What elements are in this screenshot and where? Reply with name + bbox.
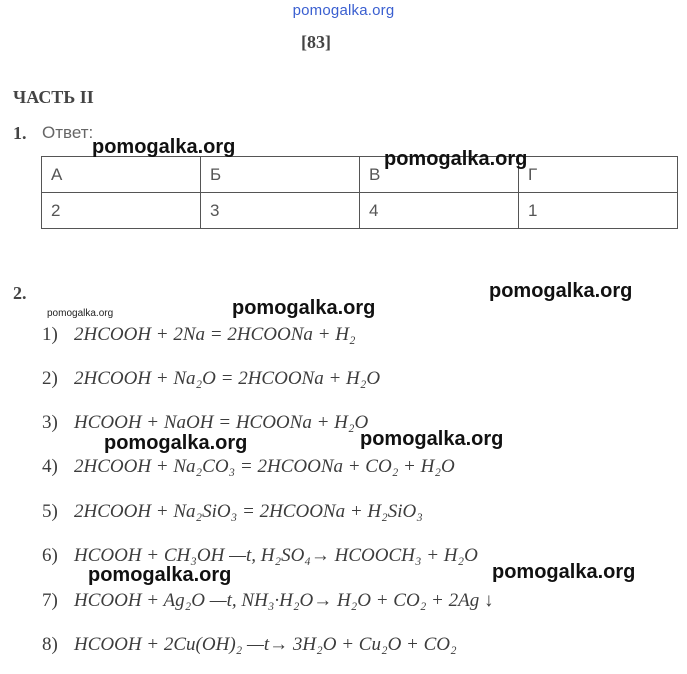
- site-link[interactable]: pomogalka.org: [292, 2, 395, 19]
- reaction-equation: HCOOH + Ag₂O —t, NH₃·H₂O→ H₂O + CO₂ + 2Ag ↓: [74, 590, 494, 611]
- reaction-number: 7): [42, 590, 58, 611]
- reaction-4: [42, 456, 455, 478]
- reaction-7: [42, 590, 493, 612]
- table-header-cell: Б: [201, 157, 360, 193]
- question-1-number: 1.: [13, 123, 27, 143]
- reaction-1: [42, 324, 356, 346]
- table-header-cell: А: [42, 157, 201, 193]
- part-title: ЧАСТЬ II: [13, 87, 94, 107]
- watermark: pomogalka.org: [88, 564, 232, 586]
- watermark: pomogalka.org: [47, 308, 114, 319]
- watermark: pomogalka.org: [384, 148, 528, 170]
- table-cell: 3: [201, 193, 360, 229]
- reaction-equation: 2HCOOH + 2Na = 2HCOONa + H₂: [74, 324, 356, 345]
- reaction-8: [42, 634, 457, 656]
- reaction-number: 4): [42, 456, 58, 477]
- table-header-cell: В: [360, 157, 519, 193]
- page-number: [83]: [301, 32, 331, 52]
- reaction-equation: HCOOH + CH₃OH —t, H₂SO₄→ HCOOCH₃ + H₂O: [74, 545, 478, 566]
- watermark: pomogalka.org: [232, 297, 376, 319]
- watermark: pomogalka.org: [104, 432, 248, 454]
- table-header-row: [42, 157, 678, 193]
- reaction-3: [42, 412, 368, 434]
- reaction-number: 1): [42, 324, 58, 345]
- reaction-number: 2): [42, 368, 58, 389]
- watermark: pomogalka.org: [92, 136, 236, 158]
- answer-table: [41, 156, 678, 229]
- reaction-number: 6): [42, 545, 58, 566]
- reaction-number: 5): [42, 501, 58, 522]
- reaction-equation: 2HCOOH + Na₂O = 2HCOONa + H₂O: [74, 368, 381, 389]
- reaction-5: [42, 501, 423, 523]
- table-cell: 1: [519, 193, 678, 229]
- table-cell: 4: [360, 193, 519, 229]
- reaction-number: 8): [42, 634, 58, 655]
- table-cell: 2: [42, 193, 201, 229]
- reaction-equation: 2HCOOH + Na₂SiO₃ = 2HCOONa + H₂SiO₃: [74, 501, 423, 522]
- watermark: pomogalka.org: [360, 428, 504, 450]
- answer-label: Ответ:: [42, 123, 94, 142]
- reaction-equation: 2HCOOH + Na₂CO₃ = 2HCOONa + CO₂ + H₂O: [74, 456, 455, 477]
- reaction-equation: HCOOH + NaOH = HCOONa + H₂O: [74, 412, 369, 433]
- reaction-2: [42, 368, 380, 390]
- table-row: [42, 193, 678, 229]
- reaction-equation: HCOOH + 2Cu(OH)₂ —t→ 3H₂O + Cu₂O + CO₂: [74, 634, 457, 655]
- watermark: pomogalka.org: [492, 561, 636, 583]
- reaction-number: 3): [42, 412, 58, 433]
- question-2-number: 2.: [13, 283, 27, 303]
- watermark: pomogalka.org: [489, 280, 633, 302]
- table-header-cell: Г: [519, 157, 678, 193]
